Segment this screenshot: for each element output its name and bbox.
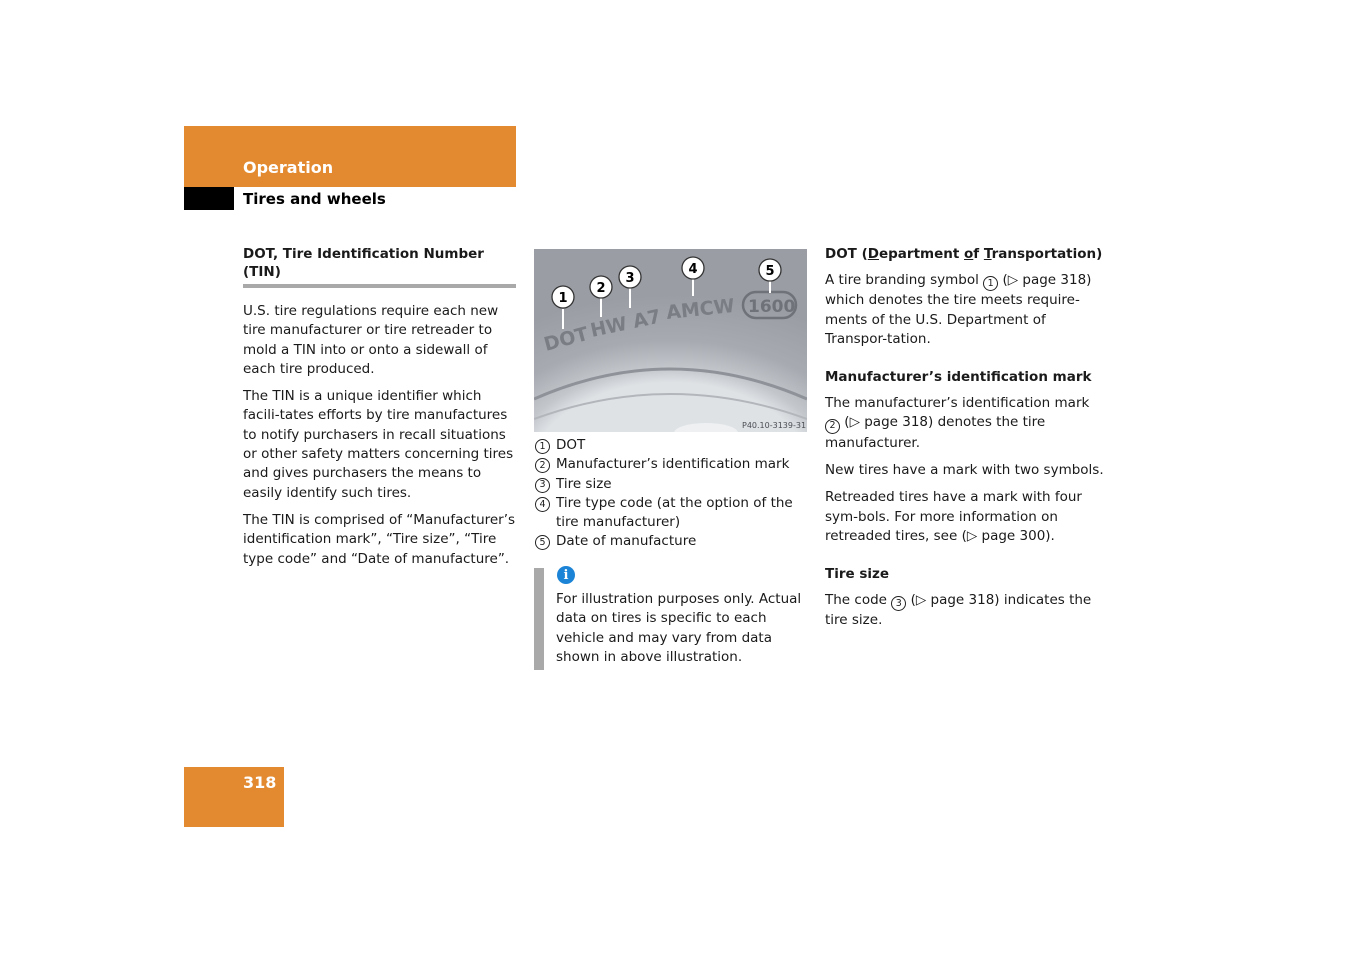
paragraph: Retreaded tires have a mark with four sym-bols. For more information on retreaded tires, see (▷ page 300). bbox=[825, 489, 1082, 544]
paragraph: The TIN is a unique identifier which facili-tates efforts by tire manufactures to notify purchasers in recall situations or other safety matters concerning tires and gives purchasers the means to easily identify such tires. bbox=[243, 388, 514, 501]
inline-callout-number: 2 bbox=[825, 419, 840, 434]
tin-heading: DOT, Tire Identification Number (TIN) bbox=[243, 246, 484, 280]
tire-sidewall-illustration bbox=[534, 249, 807, 432]
info-note bbox=[534, 568, 809, 670]
heading-part: f bbox=[973, 246, 984, 262]
text-part: (▷ page 318) which denotes the tire meets require-ments of the U.S. Department of Transpor-tation. bbox=[825, 272, 1092, 347]
inline-callout-number: 1 bbox=[983, 276, 998, 291]
legend-number: 3 bbox=[535, 478, 550, 493]
figure-code: P40.10-3139-31 bbox=[742, 421, 807, 430]
callout-number: 3 bbox=[625, 271, 635, 286]
header-band bbox=[184, 126, 516, 187]
legend-number: 1 bbox=[535, 439, 550, 454]
legend-item bbox=[534, 436, 809, 455]
paragraph: U.S. tire regulations require each new tire manufacturer or tire retreader to mold a TIN into or onto a sidewall of each tire produced. bbox=[243, 303, 499, 377]
heading-part: epartment bbox=[878, 246, 965, 262]
subsection-title: Tires and wheels bbox=[243, 190, 386, 208]
mfr-heading: Manufacturer’s identification mark bbox=[825, 369, 1092, 386]
legend-text: Tire size bbox=[556, 475, 612, 492]
dot-heading bbox=[825, 245, 1105, 263]
note-text: For illustration purposes only. Actual data on tires is specific to each vehicle and may vary from data shown in above illustration. bbox=[556, 591, 802, 665]
callout-number: 2 bbox=[596, 281, 606, 296]
mfr-paragraph bbox=[825, 394, 1105, 453]
legend-number: 4 bbox=[535, 497, 550, 512]
heading-part: ransportation) bbox=[991, 246, 1103, 262]
marking-type-code: AMCW bbox=[665, 294, 736, 324]
marking-date-code: 1600 bbox=[748, 297, 796, 317]
paragraph: New tires have a mark with two symbols. bbox=[825, 461, 1104, 478]
callout-number: 1 bbox=[558, 291, 568, 306]
legend-item bbox=[534, 494, 809, 533]
marking-dot: DOT bbox=[541, 322, 591, 356]
text-part: The manufacturer’s identification mark bbox=[825, 395, 1090, 412]
legend-text: Tire type code (at the option of the tire manufacturer) bbox=[556, 494, 793, 531]
right-column bbox=[825, 245, 1105, 639]
size-heading: Tire size bbox=[825, 566, 890, 583]
legend-number: 2 bbox=[535, 458, 550, 473]
marking-size: HW A7 bbox=[588, 305, 663, 342]
legend-text: Manufacturer’s identification mark bbox=[556, 456, 790, 473]
size-paragraph bbox=[825, 591, 1105, 631]
legend-item bbox=[534, 532, 809, 551]
section-tab-marker bbox=[184, 187, 234, 210]
page-number: 318 bbox=[243, 773, 277, 792]
text-part: (▷ page 318) indicates the tire size. bbox=[825, 592, 1092, 629]
callout-number: 5 bbox=[765, 264, 775, 279]
heading-rule bbox=[243, 284, 516, 288]
heading-part: DOT ( bbox=[825, 246, 868, 262]
legend-text: DOT bbox=[556, 437, 586, 453]
text-part: (▷ page 318) denotes the tire manufacturer. bbox=[825, 414, 1046, 451]
callout-number: 4 bbox=[688, 262, 698, 277]
legend-item bbox=[534, 475, 809, 494]
text-part: The code bbox=[825, 592, 887, 609]
note-bar bbox=[534, 568, 544, 670]
heading-part: T bbox=[983, 246, 992, 262]
dot-paragraph bbox=[825, 271, 1105, 349]
heading-part: D bbox=[867, 246, 879, 262]
section-title: Operation bbox=[243, 158, 334, 177]
text-part: A tire branding symbol bbox=[825, 272, 979, 288]
inline-callout-number: 3 bbox=[891, 596, 906, 611]
heading-part: o bbox=[964, 246, 974, 262]
legend-item bbox=[534, 455, 809, 474]
tire-sidewall-svg bbox=[534, 249, 807, 432]
figure-legend bbox=[534, 436, 809, 552]
legend-text: Date of manufacture bbox=[556, 533, 697, 550]
paragraph: The TIN is comprised of “Manufacturer’s identification mark”, “Tire size”, “Tire type code” and “Date of manufacture”. bbox=[243, 511, 516, 567]
left-column bbox=[243, 245, 516, 577]
info-icon: i bbox=[557, 566, 575, 584]
legend-number: 5 bbox=[535, 535, 550, 550]
